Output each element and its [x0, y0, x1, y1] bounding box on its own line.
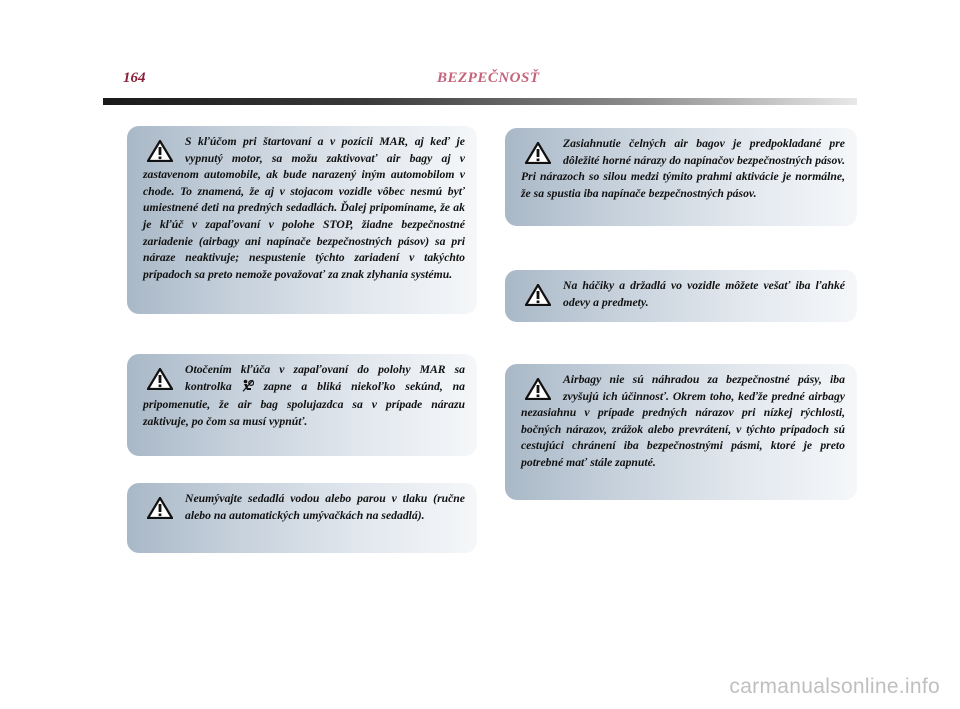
warning-triangle-icon: [525, 142, 551, 164]
watermark: carmanualsonline.info: [729, 675, 940, 698]
warning-triangle-icon: [147, 368, 173, 390]
airbag-indicator-icon: [242, 379, 254, 398]
warning-box-seat-cleaning: [127, 483, 477, 553]
warning-box-seat-belts: [505, 364, 857, 500]
warning-text-part: Otočením kľúča v zapaľovaní do polohy MAR sa kontrolka: [185, 363, 465, 393]
warning-box-indicator: [127, 354, 477, 456]
warning-triangle-icon: [525, 378, 551, 400]
warning-text: S kľúčom pri štartovaní a v pozícii MAR, aj keď je vypnutý motor, sa možu zaktivovať air bagy aj v zastavenom automobile, ak bude narazený iným automobilom v chode. To znamená, že aj v stojacom vozidle vôbec nesmú byť umiestnené deti na predných sedadlách. Ďalej pripomíname, že ak je kľúč v zapaľovaní v polohe STOP, žiadne bezpečnostné zariadenie (airbagy ani napínače bezpečnostných pásov) sa pri náraze neaktivuje; nespustenie týchto zariadení v takýchto prípadoch sa preto nemože považovať za znak zlyhania systému.: [143, 135, 465, 281]
section-title: BEZPEČNOSŤ: [437, 70, 540, 86]
warning-text: Zasiahnutie čelných air bagov je predpokladané pre dôležité horné nárazy do napínačov bezpečnostných pásov. Pri nárazoch so silou medzi týmito prahmi aktivácie je normálne, že sa spustia iba napínače bezpečnostných pásov.: [521, 137, 845, 200]
warning-triangle-icon: [525, 284, 551, 306]
warning-text-part: zapne a bliká niekoľko sekúnd, na pripomenutie, že air bag spolujazdca sa v prípade nárazu zaktivuje, po čom sa musí vypnúť.: [143, 379, 465, 428]
warning-triangle-icon: [147, 140, 173, 162]
warning-text: Airbagy nie sú náhradou za bezpečnostné pásy, iba zvyšujú ich účinnosť. Okrem toho, keďže predné airbagy nezasiahnu v prípade predných nárazov pri nízkej rýchlosti, bočných nárazov, zrážok alebo prevrátení, v týchto prípadoch sú cestujúci chránení iba bezpečnostnými pásmi, ktoré je preto potrebné mať stále zapnuté.: [521, 373, 845, 469]
header-rule: [103, 98, 857, 105]
warning-box-hooks: [505, 270, 857, 322]
warning-triangle-icon: [147, 497, 173, 519]
warning-box-ignition: [127, 126, 477, 314]
page-number: 164: [123, 70, 146, 86]
warning-text: Na háčiky a držadlá vo vozidle môžete vešať iba ľahké odevy a predmety.: [563, 279, 845, 309]
warning-box-frontal-airbags: [505, 128, 857, 226]
warning-text: Neumývajte sedadlá vodou alebo parou v tlaku (ručne alebo na automatických umývačkách na sedadlá).: [185, 492, 465, 522]
